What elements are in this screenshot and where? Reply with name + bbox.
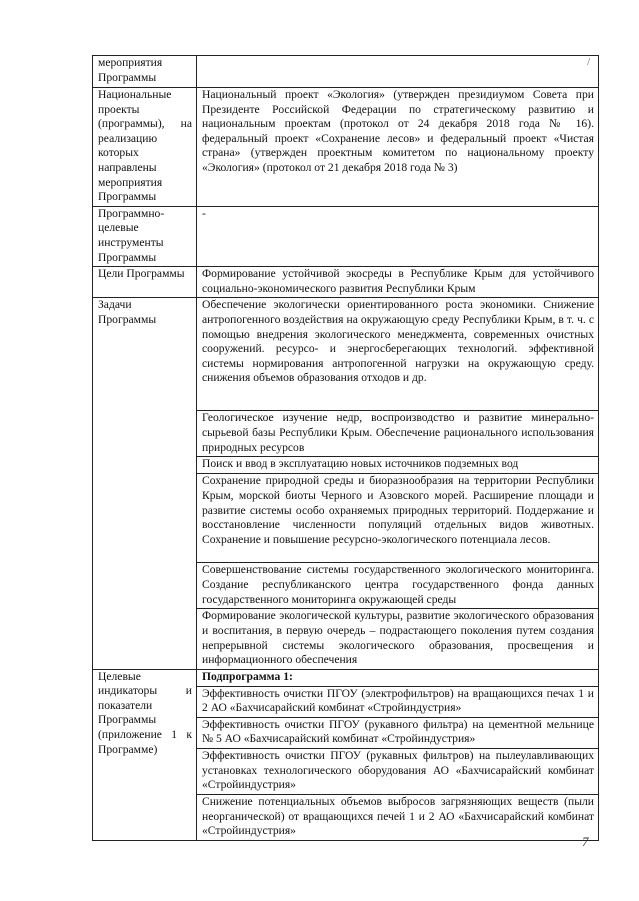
row-label: Цели Программы: [93, 267, 197, 298]
task-item: Поиск и ввод в эксплуатацию новых источников подземных вод: [197, 457, 599, 474]
indicator-item: Снижение потенциальных объемов выбросов загрязняющих веществ (пыли неорганической) от вращающихся печей 1 и 2 АО «Бахчисарайский комбинат «Стройиндустрия»: [197, 795, 599, 841]
row-content: Формирование устойчивой экосреды в Республике Крым для устойчивого социально-экономического развития Республики Крым: [197, 267, 599, 298]
row-label: Программно-целевые инструменты Программы: [93, 206, 197, 266]
task-item: Геологическое изучение недр, воспроизводство и развитие минерально-сырьевой базы Республики Крым. Обеспечение рационального использования природных ресурсов: [197, 411, 599, 457]
indicator-item: Эффективность очистки ПГОУ (рукавного фильтра) на цементной мельнице № 5 АО «Бахчисарайский комбинат «Стройиндустрия»: [197, 717, 599, 748]
task-item: Совершенствование системы государственного экологического мониторинга. Создание республиканского центра государственного фонда данных государственного мониторинга окружающей среды: [197, 563, 599, 609]
row-label: Целевые индикаторы и показатели Программы (приложение 1 к Программе): [93, 669, 197, 840]
indicator-item: Эффективность очистки ПГОУ (рукавных фильтров) на пылеулавливающих установках технологического оборудования АО «Бахчисарайский комбинат «Стройиндустрия»: [197, 749, 599, 795]
subprogram-title: Подпрограмма 1:: [197, 669, 599, 686]
table-row: [93, 298, 599, 411]
table-row: [93, 206, 599, 266]
pen-mark: /: [587, 57, 590, 68]
table-row: [93, 88, 599, 207]
indicator-item: Эффективность очистки ПГОУ (электрофильтров) на вращающихся печах 1 и 2 АО «Бахчисарайский комбинат «Стройиндустрия»: [197, 686, 599, 717]
row-label: Национальные проекты (программы), на реализацию которых направлены мероприятия Программы: [93, 88, 197, 207]
row-label: Задачи Программы: [93, 298, 197, 669]
row-content: -: [197, 206, 599, 266]
table-row: [93, 267, 599, 298]
row-content: [197, 56, 599, 88]
table-row: [93, 56, 599, 88]
task-item: Обеспечение экологически ориентированного роста экономики. Снижение антропогенного воздействия на окружающую среду Республики Крым, в т. ч. с помощью внедрения экологического менеджмента, современных очистных сооружений. ресурсо- и энергосберегающих технологий. эффективной системы нормирования антропогенной нагрузки на окружающую среду. снижения объемов образования отходов и др.: [197, 298, 599, 411]
table-row: [93, 669, 599, 686]
task-item: Формирование экологической культуры, развитие экологического образования и воспитания, в первую очередь – подрастающего поколения путем создания непрерывной системы экологического образования, просвещения и информационного обеспечения: [197, 609, 599, 669]
row-content: Национальный проект «Экология» (утвержден президиумом Совета при Президенте Российской Федерации по стратегическому развитию и национальным проектам (протокол от 24 декабря 2018 года № 16). федеральный проект «Сохранение лесов» и федеральный проект «Чистая страна» (утвержден проектным комитетом по национальному проекту «Экология» (протокол от 21 декабря 2018 года № 3): [197, 88, 599, 207]
row-label: мероприятия Программы: [93, 56, 197, 88]
task-item: Сохранение природной среды и биоразнообразия на территории Республики Крым, морской биоты Черного и Азовского морей. Расширение площади и развитие системы особо охраняемых природных территорий. Поддержание и восстановление численности популяций отдельных видов животных. Сохранение и повышение ресурсно-экологического потенциала лесов.: [197, 474, 599, 563]
program-passport-table: [92, 55, 599, 841]
page-number: 7: [582, 834, 589, 849]
